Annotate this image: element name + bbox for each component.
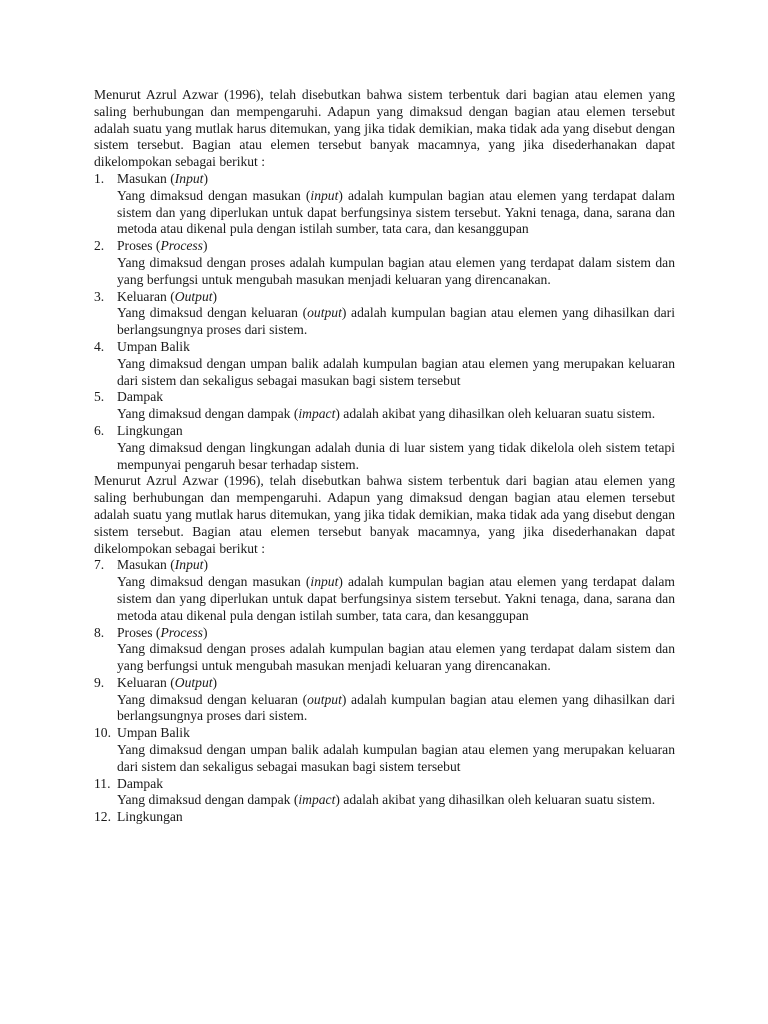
item-title-term: Output xyxy=(174,288,213,304)
item-title-text: Lingkungan xyxy=(117,422,183,438)
item-description-text: Yang dimaksud dengan lingkungan adalah dunia di luar sistem yang tidak dikelola oleh sistem tetapi mempunyai pengaruh besar terhadap sistem. xyxy=(117,439,675,472)
item-description xyxy=(117,356,675,390)
item-title-text: Umpan Balik xyxy=(117,725,190,741)
item-title xyxy=(117,389,675,406)
item-title-end: ) xyxy=(212,674,218,690)
item-description-text: Yang dimaksud dengan umpan balik adalah kumpulan bagian atau elemen yang merupakan keluaran dari sistem dan sekaligus sebagai masukan bagi sistem tersebut xyxy=(117,742,675,774)
list-item xyxy=(94,776,675,810)
item-description xyxy=(117,188,675,238)
item-title-end: ) xyxy=(202,624,208,640)
item-number: 10. xyxy=(94,725,111,741)
item-description-text: Yang dimaksud dengan umpan balik adalah kumpulan bagian atau elemen yang merupakan keluaran dari sistem dan sekaligus sebagai masukan bagi sistem tersebut xyxy=(117,355,675,388)
item-title-term: Process xyxy=(160,624,203,640)
item-description-text: ) adalah akibat yang dihasilkan oleh keluaran suatu sistem. xyxy=(335,406,656,422)
item-description xyxy=(117,742,675,776)
item-description-text: ) adalah kumpulan bagian atau elemen yang dihasilkan dari berlangsungnya proses dari sistem. xyxy=(117,691,675,724)
item-description xyxy=(117,574,675,624)
item-title-term: Output xyxy=(174,674,213,690)
item-description-text: Yang dimaksud dengan proses adalah kumpulan bagian atau elemen yang terdapat dalam sistem dan yang berfungsi untuk mengubah masukan menjadi keluaran yang direncanakan. xyxy=(117,254,675,287)
item-number: 7. xyxy=(94,557,105,573)
item-title-text: Keluaran ( xyxy=(117,288,175,304)
item-title xyxy=(117,423,675,440)
item-number: 4. xyxy=(94,338,105,354)
item-title-text: Umpan Balik xyxy=(117,338,190,354)
item-number: 8. xyxy=(94,624,105,640)
item-title-term: Input xyxy=(174,557,204,573)
item-title xyxy=(117,171,675,188)
item-title-text: Dampak xyxy=(117,389,164,405)
item-description-text: Yang dimaksud dengan keluaran ( xyxy=(117,691,308,707)
item-title-end: ) xyxy=(203,557,208,573)
item-description-text: Yang dimaksud dengan proses adalah kumpulan bagian atau elemen yang terdapat dalam sistem dan yang berfungsi untuk mengubah masukan menjadi keluaran yang direncanakan. xyxy=(117,641,675,674)
item-title-text: Dampak xyxy=(117,775,164,791)
item-description-text: Yang dimaksud dengan masukan ( xyxy=(117,574,311,590)
document-page xyxy=(94,87,675,826)
item-title-text: Proses ( xyxy=(117,624,161,640)
item-description-text: ) adalah kumpulan bagian atau elemen yang dihasilkan dari berlangsungnya proses dari sistem. xyxy=(117,305,675,338)
list-item xyxy=(94,289,675,339)
item-description-text: Yang dimaksud dengan dampak ( xyxy=(117,406,299,422)
item-title xyxy=(117,809,675,826)
item-title-text: Keluaran ( xyxy=(117,674,175,690)
item-title-end: ) xyxy=(202,238,208,254)
item-number: 5. xyxy=(94,389,105,405)
item-title xyxy=(117,725,675,742)
item-number: 2. xyxy=(94,238,105,254)
item-description-text: Yang dimaksud dengan dampak ( xyxy=(117,792,299,808)
list-item xyxy=(94,557,675,624)
item-description-term: impact xyxy=(298,792,336,808)
item-title-text: Proses ( xyxy=(117,238,161,254)
item-title-end: ) xyxy=(212,288,218,304)
list-item xyxy=(94,625,675,675)
item-description-text: ) adalah kumpulan bagian atau elemen yang terdapat dalam sistem dan yang diperlukan untuk dapat berfungsinya sistem tersebut. Yakni tenaga, dana, sarana dan metoda atau dikenal pula dengan istilah sumber, tata cara, dan kesanggupan xyxy=(117,187,675,237)
item-title-text: Masukan ( xyxy=(117,557,175,573)
item-title-end: ) xyxy=(203,170,208,186)
item-title xyxy=(117,238,675,255)
item-title-text: Lingkungan xyxy=(117,809,183,825)
item-description-text: Yang dimaksud dengan keluaran ( xyxy=(117,305,308,321)
item-title xyxy=(117,776,675,793)
item-description-term: impact xyxy=(298,406,336,422)
list-item xyxy=(94,339,675,389)
item-description-term: output xyxy=(307,305,342,321)
item-description xyxy=(117,641,675,675)
intro-paragraph: Menurut Azrul Azwar (1996), telah disebutkan bahwa sistem terbentuk dari bagian atau elemen yang saling berhubungan dan mempengaruhi. Adapun yang dimaksud dengan bagian atau elemen tersebut adalah suatu yang mutlak harus ditemukan, yang jika tidak demikian, maka tidak ada yang disebut dengan sistem tersebut. Bagian atau elemen tersebut banyak macamnya, yang jika disederhanakan dapat dikelompokan sebagai berikut : xyxy=(94,87,675,170)
item-number: 11. xyxy=(94,775,111,791)
item-title xyxy=(117,339,675,356)
item-number: 12. xyxy=(94,809,111,825)
item-title xyxy=(117,675,675,692)
item-description-text: ) adalah kumpulan bagian atau elemen yang terdapat dalam sistem dan yang diperlukan untuk dapat berfungsinya sistem tersebut. Yakni tenaga, dana, sarana dan metoda atau dikenal pula dengan istilah sumber, tata cara, dan kesanggupan xyxy=(117,574,675,623)
item-description xyxy=(117,406,675,423)
item-title-term: Process xyxy=(160,238,203,254)
list-item xyxy=(94,675,675,725)
item-description-term: output xyxy=(307,691,342,707)
item-description-term: input xyxy=(310,187,339,203)
item-description-text: ) adalah akibat yang dihasilkan oleh keluaran suatu sistem. xyxy=(335,792,656,808)
item-title xyxy=(117,625,675,642)
item-description xyxy=(117,792,675,809)
item-description xyxy=(117,305,675,339)
item-number: 3. xyxy=(94,288,105,304)
item-number: 1. xyxy=(94,170,105,186)
list-item xyxy=(94,389,675,423)
list-item xyxy=(94,238,675,288)
list-item xyxy=(94,725,675,775)
item-description-term: input xyxy=(310,574,339,590)
item-number: 9. xyxy=(94,674,105,690)
item-title xyxy=(117,557,675,574)
item-description xyxy=(117,692,675,726)
item-description xyxy=(117,440,675,474)
list-item xyxy=(94,423,675,473)
item-title-text: Masukan ( xyxy=(117,170,175,186)
item-description-text: Yang dimaksud dengan masukan ( xyxy=(117,187,311,203)
item-number: 6. xyxy=(94,422,105,438)
item-description xyxy=(117,255,675,289)
list-item xyxy=(94,809,675,826)
item-title xyxy=(117,289,675,306)
intro-paragraph: Menurut Azrul Azwar (1996), telah disebutkan bahwa sistem terbentuk dari bagian atau elemen yang saling berhubungan dan mempengaruhi. Adapun yang dimaksud dengan bagian atau elemen tersebut adalah suatu yang mutlak harus ditemukan, yang jika tidak demikian, maka tidak ada yang disebut dengan sistem tersebut. Bagian atau elemen tersebut banyak macamnya, yang jika disederhanakan dapat dikelompokan sebagai berikut : xyxy=(94,473,675,556)
item-title-term: Input xyxy=(174,170,204,186)
list-item xyxy=(94,171,675,238)
